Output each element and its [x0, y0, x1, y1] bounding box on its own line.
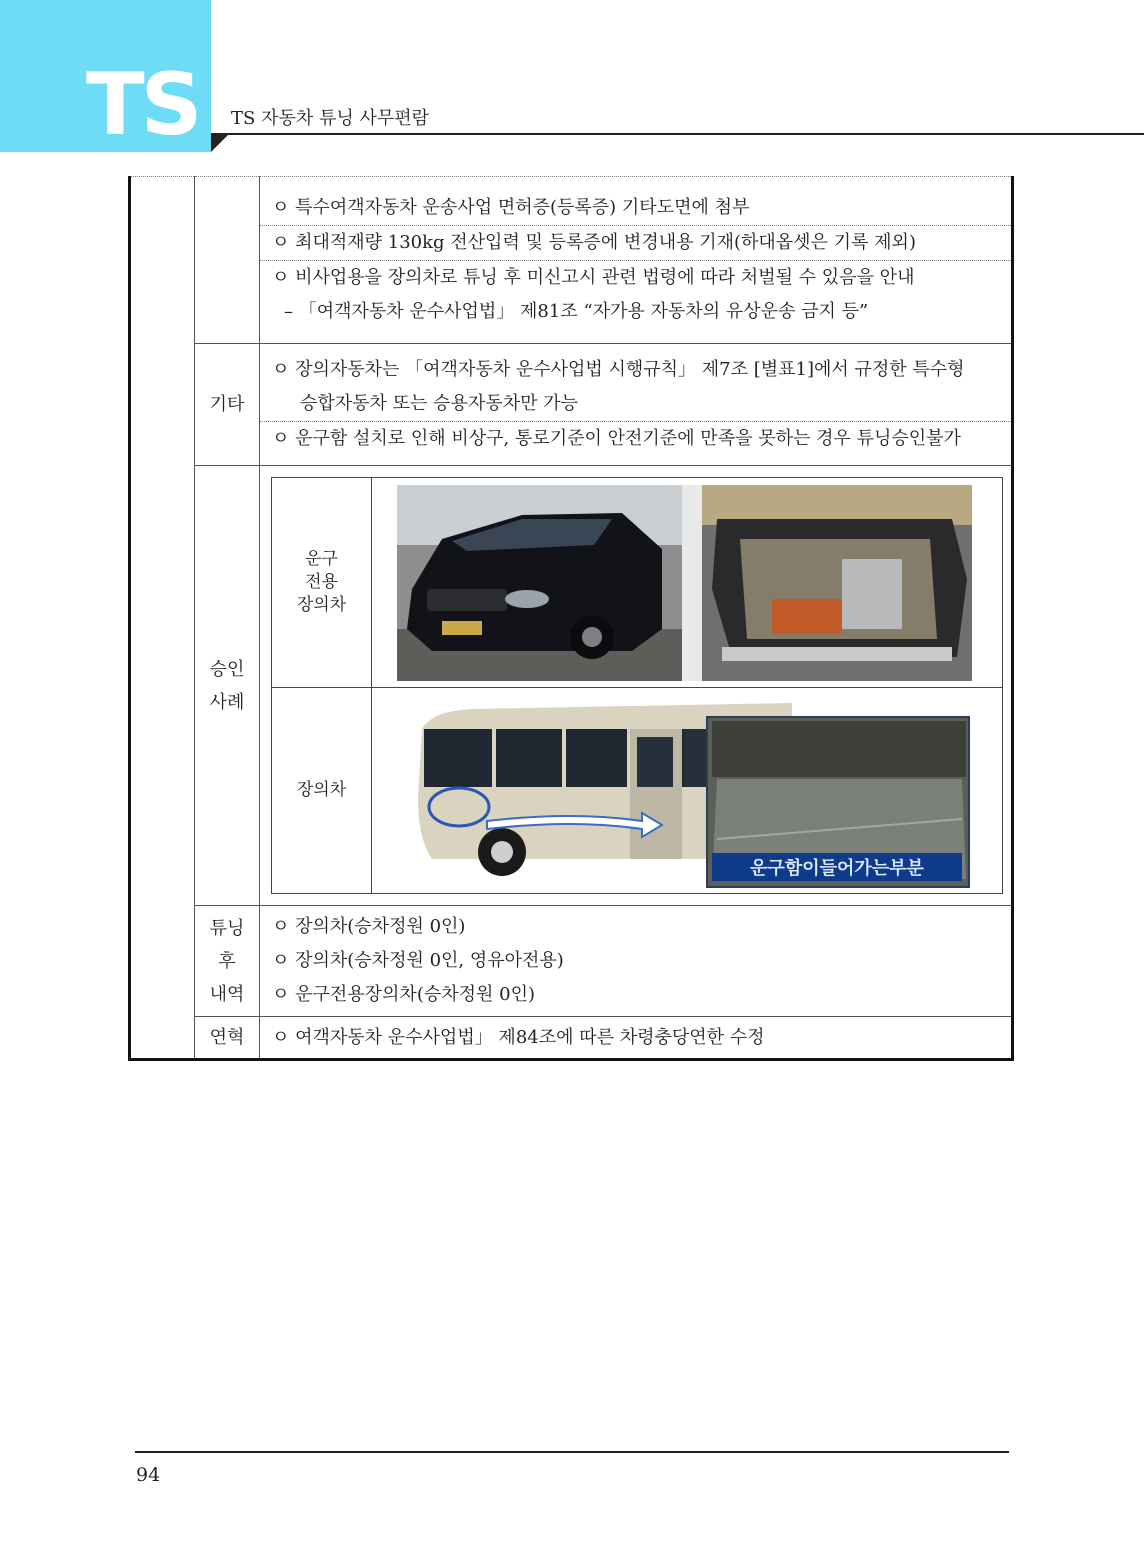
- list-item: ㅇ 장의차(승차정원 0인, 영유아전용): [272, 950, 564, 971]
- row-label: [195, 466, 260, 906]
- photo-cell: [372, 478, 1003, 688]
- table-row: [130, 466, 1013, 906]
- hearse-van-photo: [372, 479, 1002, 687]
- list-item: ㅇ 운구전용장의차(승차정원 0인): [272, 984, 535, 1005]
- row-label-empty: [195, 177, 260, 344]
- row-content: [260, 906, 1013, 1017]
- header-title: TS 자동차 튜닝 사무편람: [231, 108, 429, 129]
- footer-rule: [135, 1451, 1009, 1453]
- row-label-line: 내역: [209, 983, 245, 1005]
- example-label-line: 장의차: [296, 595, 347, 615]
- example-label: [272, 478, 372, 688]
- example-label: 장의차: [272, 688, 372, 894]
- row-label-line: 사례: [209, 691, 245, 713]
- outer-label-cell: [130, 177, 195, 1060]
- tuning-table: [128, 176, 1014, 1061]
- row-content: [260, 466, 1013, 906]
- table-row: [130, 906, 1013, 1017]
- row-content: [260, 177, 1013, 344]
- list-item: ㅇ 비사업용을 장의차로 튜닝 후 미신고시 관련 법령에 따라 처벌될 수 있음을 안내: [272, 267, 915, 288]
- row-label-line: 승인: [209, 658, 245, 680]
- example-label-line: 전용: [305, 572, 338, 592]
- table-row: [130, 177, 1013, 344]
- photo-cell: [372, 688, 1003, 894]
- list-item-continued: 승합자동차 또는 승용자동차만 가능: [300, 393, 578, 414]
- list-item: ㅇ 운구함 설치로 인해 비상구, 통로기준이 안전기준에 만족을 못하는 경우 튜닝승인불가: [260, 421, 1011, 456]
- table-row: [130, 1017, 1013, 1060]
- list-item: ㅇ 여객자동차 운수사업법」 제84조에 따른 차령충당연한 수정: [272, 1026, 765, 1048]
- hearse-bus-photo: [372, 689, 1002, 893]
- table-row: [130, 344, 1013, 466]
- row-label-line: 튜닝: [209, 917, 245, 939]
- list-item-group: [260, 353, 1011, 421]
- logo-block: [0, 0, 211, 155]
- logo-text: TS: [86, 55, 199, 155]
- photo-caption: 운구함이들어가는부분: [750, 857, 924, 879]
- list-item-sub: – 「여객자동차 운수사업법」 제81조 “자가용 자동차의 유상운송 금지 등”: [284, 301, 869, 322]
- row-content: [260, 344, 1013, 466]
- header-rule: [211, 133, 1144, 135]
- example-row: [272, 478, 1003, 688]
- row-label: 기타: [195, 344, 260, 466]
- list-item: ㅇ 최대적재량 130kg 전산입력 및 등록증에 변경내용 기재(하대옵셋은 기록 제외): [260, 225, 1011, 260]
- logo-notch: [211, 134, 229, 152]
- row-content: [260, 1017, 1013, 1060]
- example-row: [272, 688, 1003, 894]
- page-number: 94: [136, 1464, 161, 1486]
- row-label: [195, 906, 260, 1017]
- list-item: ㅇ 장의차(승차정원 0인): [272, 916, 466, 937]
- list-item: ㅇ 특수여객자동차 운송사업 면허증(등록증) 기타도면에 첨부: [272, 197, 750, 218]
- list-item: ㅇ 장의자동차는 「여객자동차 운수사업법 시행규칙」 제7조 [별표1]에서 규정한 특수형: [272, 359, 965, 380]
- list-item-group: [260, 260, 1011, 329]
- row-label: 연혁: [195, 1017, 260, 1060]
- row-label-line: 후: [218, 950, 236, 972]
- example-photo-table: [271, 477, 1003, 894]
- example-label-line: 운구: [305, 549, 338, 569]
